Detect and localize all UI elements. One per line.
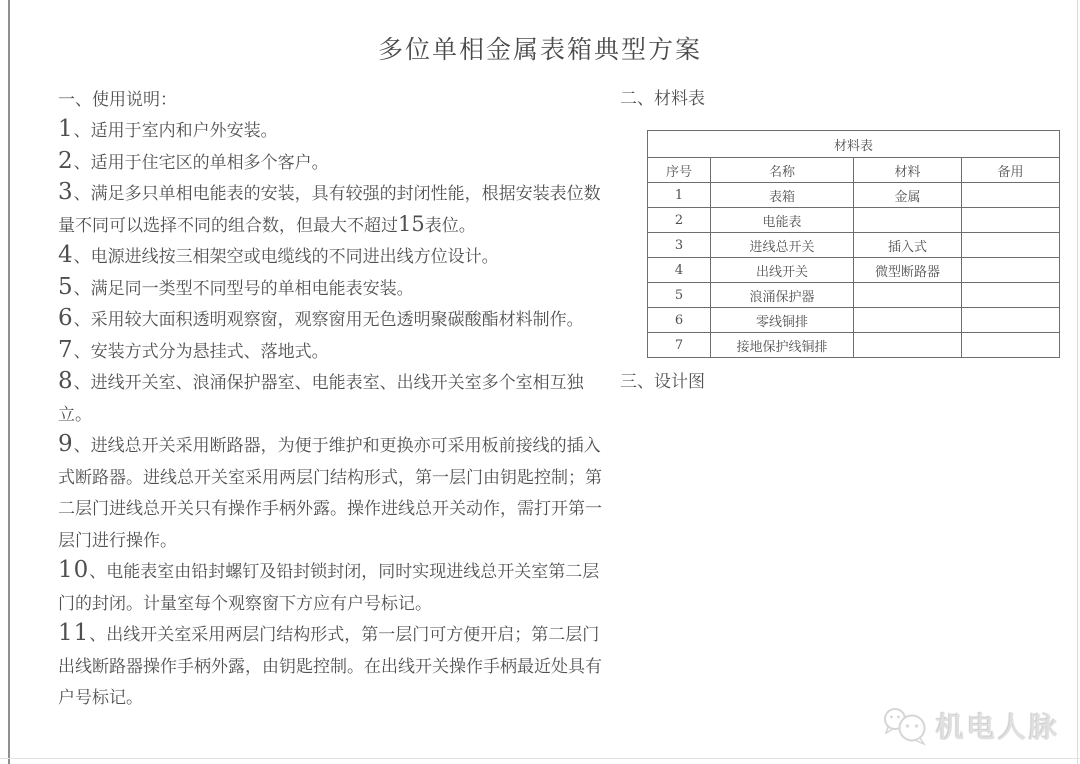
instructions-heading: 一、使用说明： (58, 90, 177, 109)
item-number: 4 (58, 242, 74, 268)
materials-cell: 金属 (854, 183, 962, 208)
instruction-item: 7、安装方式分为悬挂式、落地式。 (58, 336, 329, 363)
instruction-item: 3、满足多只单相电能表的安装，具有较强的封闭性能，根据安装表位数量不同可以选择不同的组合数，但最大不超过15表位。 (58, 179, 601, 236)
materials-table-title: 材料表 (648, 131, 1060, 158)
materials-cell: 零线铜排 (711, 308, 854, 333)
materials-column-header: 备用 (962, 158, 1060, 183)
materials-table-row (648, 208, 1060, 233)
instruction-item: 2、适用于住宅区的单相多个客户。 (58, 147, 329, 174)
item-number: 7 (58, 336, 74, 363)
instruction-item: 8、进线开关室、浪涌保护器室、电能表室、出线开关室多个室相互独立。 (58, 368, 584, 424)
watermark-text: 机电人脉 (935, 712, 1060, 743)
materials-cell: 微型断路器 (854, 258, 962, 283)
row-index-cell: 2 (648, 208, 711, 233)
materials-table-row (648, 183, 1060, 208)
materials-cell (962, 208, 1060, 233)
row-index-cell: 4 (648, 258, 711, 283)
materials-table-title-row (648, 131, 1060, 158)
materials-column-header: 材料 (854, 158, 962, 183)
materials-cell: 出线开关 (711, 258, 854, 283)
materials-cell: 浪涌保护器 (711, 283, 854, 308)
item-number: 6 (58, 305, 74, 331)
materials-cell (962, 283, 1060, 308)
materials-column-header: 序号 (648, 158, 711, 183)
item-number: 8 (58, 368, 74, 394)
materials-table-row (648, 258, 1060, 283)
materials-cell: 接地保护线铜排 (711, 333, 854, 358)
item-number: 2 (58, 147, 74, 174)
row-index-cell: 3 (648, 233, 711, 258)
item-number: 10 (58, 557, 90, 583)
row-index-cell: 5 (648, 283, 711, 308)
materials-cell (962, 258, 1060, 283)
materials-table-body (648, 183, 1060, 358)
materials-table (647, 130, 1060, 358)
row-index-cell: 6 (648, 308, 711, 333)
materials-heading: 二、材料表 (620, 89, 705, 108)
materials-cell (962, 183, 1060, 208)
item-number: 1 (58, 116, 74, 142)
item-number: 3 (58, 179, 74, 205)
materials-cell (962, 233, 1060, 258)
materials-table-row (648, 333, 1060, 358)
materials-cell (854, 333, 962, 358)
materials-cell (962, 333, 1060, 358)
instruction-list (58, 115, 603, 714)
wechat-bubbles-icon (881, 706, 929, 746)
instruction-item: 11、出线开关室采用两层门结构形式，第一层门可方便开启；第二层门出线断路器操作手柄外露，由钥匙控制。在出线开关操作手柄最近处具有户号标记。 (58, 620, 602, 707)
page-right-edge-line (1077, 0, 1078, 764)
instruction-item: 5、满足同一类型不同型号的单相电能表安装。 (58, 273, 414, 300)
materials-table-row (648, 283, 1060, 308)
materials-cell (854, 208, 962, 233)
materials-table-header-row (648, 158, 1060, 183)
materials-column-header: 名称 (711, 158, 854, 183)
right-column (620, 88, 1060, 393)
page-bottom-edge-line (0, 758, 1080, 759)
materials-table-row (648, 308, 1060, 333)
materials-table-row (648, 233, 1060, 258)
materials-cell (854, 308, 962, 333)
item-number: 11 (58, 620, 90, 646)
instruction-item: 1、适用于室内和户外安装。 (58, 116, 278, 142)
page-title: 多位单相金属表箱典型方案 (377, 36, 702, 64)
design-heading: 三、设计图 (620, 372, 705, 391)
watermark (881, 706, 1060, 746)
instructions-section (58, 84, 603, 714)
instruction-item: 9、进线总开关采用断路器，为便于维护和更换亦可采用板前接线的插入式断路器。进线总开关室采用两层门结构形式，第一层门由钥匙控制；第二层门进线总开关只有操作手柄外露。操作进线总开关动作，需打开第一层门进行操作。 (58, 431, 602, 550)
instruction-item: 10、电能表室由铅封螺钉及铅封锁封闭，同时实现进线总开关室第二层门的封闭。计量室每个观察窗下方应有户号标记。 (58, 557, 600, 613)
instruction-item: 6、采用较大面积透明观察窗，观察窗用无色透明聚碳酸酯材料制作。 (58, 305, 584, 331)
materials-cell: 电能表 (711, 208, 854, 233)
row-index-cell: 7 (648, 333, 711, 358)
item-number: 5 (58, 273, 74, 300)
materials-cell: 插入式 (854, 233, 962, 258)
page-left-edge-line (8, 0, 10, 764)
materials-cell: 表箱 (711, 183, 854, 208)
materials-cell (962, 308, 1060, 333)
row-index-cell: 1 (648, 183, 711, 208)
inline-number: 15 (398, 211, 425, 236)
instruction-item: 4、电源进线按三相架空或电缆线的不同进出线方位设计。 (58, 242, 499, 268)
item-number: 9 (58, 431, 74, 457)
materials-cell: 进线总开关 (711, 233, 854, 258)
materials-cell (854, 283, 962, 308)
